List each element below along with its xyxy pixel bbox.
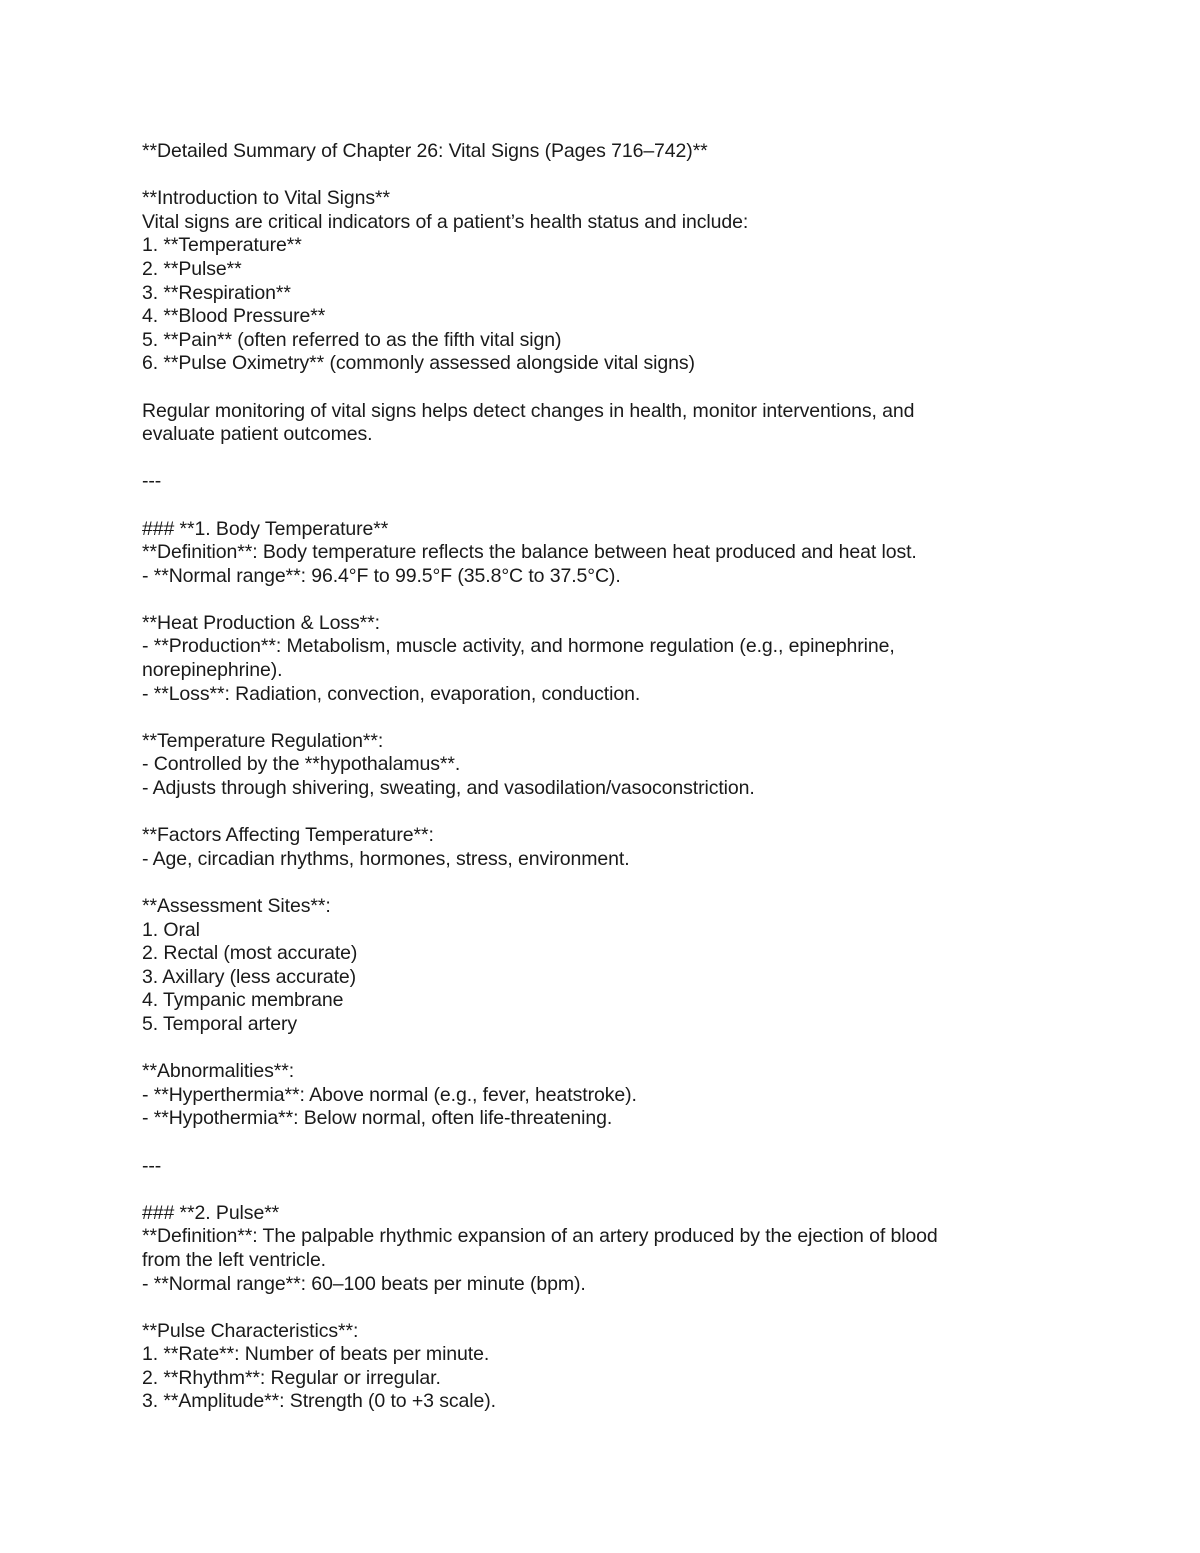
- text-line: 2. Rectal (most accurate): [142, 942, 358, 965]
- text-line: 5. **Pain** (often referred to as the fifth vital sign): [142, 328, 562, 351]
- text-line: **Temperature Regulation**:: [142, 729, 384, 752]
- blank-line: [142, 376, 1062, 400]
- text-line: 3. Axillary (less accurate): [142, 965, 357, 988]
- text-line: 6. **Pulse Oximetry** (commonly assessed alongside vital signs): [142, 352, 695, 375]
- text-line: ### **1. Body Temperature**: [142, 517, 389, 540]
- text-line: ---: [142, 1154, 162, 1177]
- text-line: 2. **Rhythm**: Regular or irregular.: [142, 1366, 441, 1389]
- text-line: norepinephrine).: [142, 659, 283, 682]
- text-line: 5. Temporal artery: [142, 1012, 297, 1035]
- blank-line: [142, 588, 1062, 612]
- text-line: ---: [142, 470, 162, 493]
- text-line: - **Hyperthermia**: Above normal (e.g., fever, heatstroke).: [142, 1083, 637, 1106]
- text-line: Vital signs are critical indicators of a patient’s health status and include:: [142, 210, 749, 233]
- blank-line: [142, 164, 1062, 188]
- text-line: evaluate patient outcomes.: [142, 423, 373, 446]
- text-line: - Age, circadian rhythms, hormones, stress, environment.: [142, 847, 630, 870]
- text-line: ### **2. Pulse**: [142, 1201, 280, 1224]
- document-body: [142, 140, 1062, 1414]
- blank-line: [142, 447, 1062, 471]
- text-line: 1. **Rate**: Number of beats per minute.: [142, 1343, 490, 1366]
- blank-line: [142, 1178, 1062, 1202]
- text-line: **Heat Production & Loss**:: [142, 611, 380, 634]
- text-line: **Abnormalities**:: [142, 1060, 295, 1083]
- blank-line: [142, 1296, 1062, 1320]
- blank-line: [142, 1037, 1062, 1061]
- text-line: - Adjusts through shivering, sweating, and vasodilation/vasoconstriction.: [142, 777, 755, 800]
- text-line: 1. **Temperature**: [142, 234, 302, 257]
- text-line: - **Normal range**: 96.4°F to 99.5°F (35.8°C to 37.5°C).: [142, 564, 621, 587]
- text-line: **Assessment Sites**:: [142, 895, 331, 917]
- blank-line: [142, 871, 1062, 895]
- text-line: 3. **Respiration**: [142, 281, 291, 304]
- blank-line: [142, 801, 1062, 825]
- text-line: 1. Oral: [142, 918, 200, 941]
- text-line: **Detailed Summary of Chapter 26: Vital Signs (Pages 716–742)**: [142, 140, 708, 162]
- text-line: Regular monitoring of vital signs helps detect changes in health, monitor interventions, and: [142, 399, 915, 422]
- text-line: from the left ventricle.: [142, 1248, 327, 1271]
- text-line: 2. **Pulse**: [142, 257, 242, 280]
- text-line: - **Production**: Metabolism, muscle activity, and hormone regulation (e.g., epinephrine,: [142, 635, 895, 658]
- text-line: - **Loss**: Radiation, convection, evaporation, conduction.: [142, 682, 641, 705]
- text-line: 4. **Blood Pressure**: [142, 305, 326, 328]
- text-line: **Definition**: Body temperature reflects the balance between heat produced and heat lost.: [142, 541, 917, 564]
- text-line: - **Hypothermia**: Below normal, often life-threatening.: [142, 1107, 613, 1130]
- text-line: **Pulse Characteristics**:: [142, 1319, 359, 1342]
- text-line: - Controlled by the **hypothalamus**.: [142, 753, 461, 776]
- text-line: **Introduction to Vital Signs**: [142, 187, 391, 210]
- text-line: - **Normal range**: 60–100 beats per minute (bpm).: [142, 1272, 586, 1295]
- text-line: 4. Tympanic membrane: [142, 989, 344, 1012]
- blank-line: [142, 706, 1062, 730]
- text-line: **Factors Affecting Temperature**:: [142, 824, 434, 847]
- blank-line: [142, 494, 1062, 518]
- text-line: **Definition**: The palpable rhythmic expansion of an artery produced by the ejection of blood: [142, 1225, 938, 1248]
- text-line: 3. **Amplitude**: Strength (0 to +3 scale).: [142, 1390, 496, 1413]
- blank-line: [142, 1131, 1062, 1155]
